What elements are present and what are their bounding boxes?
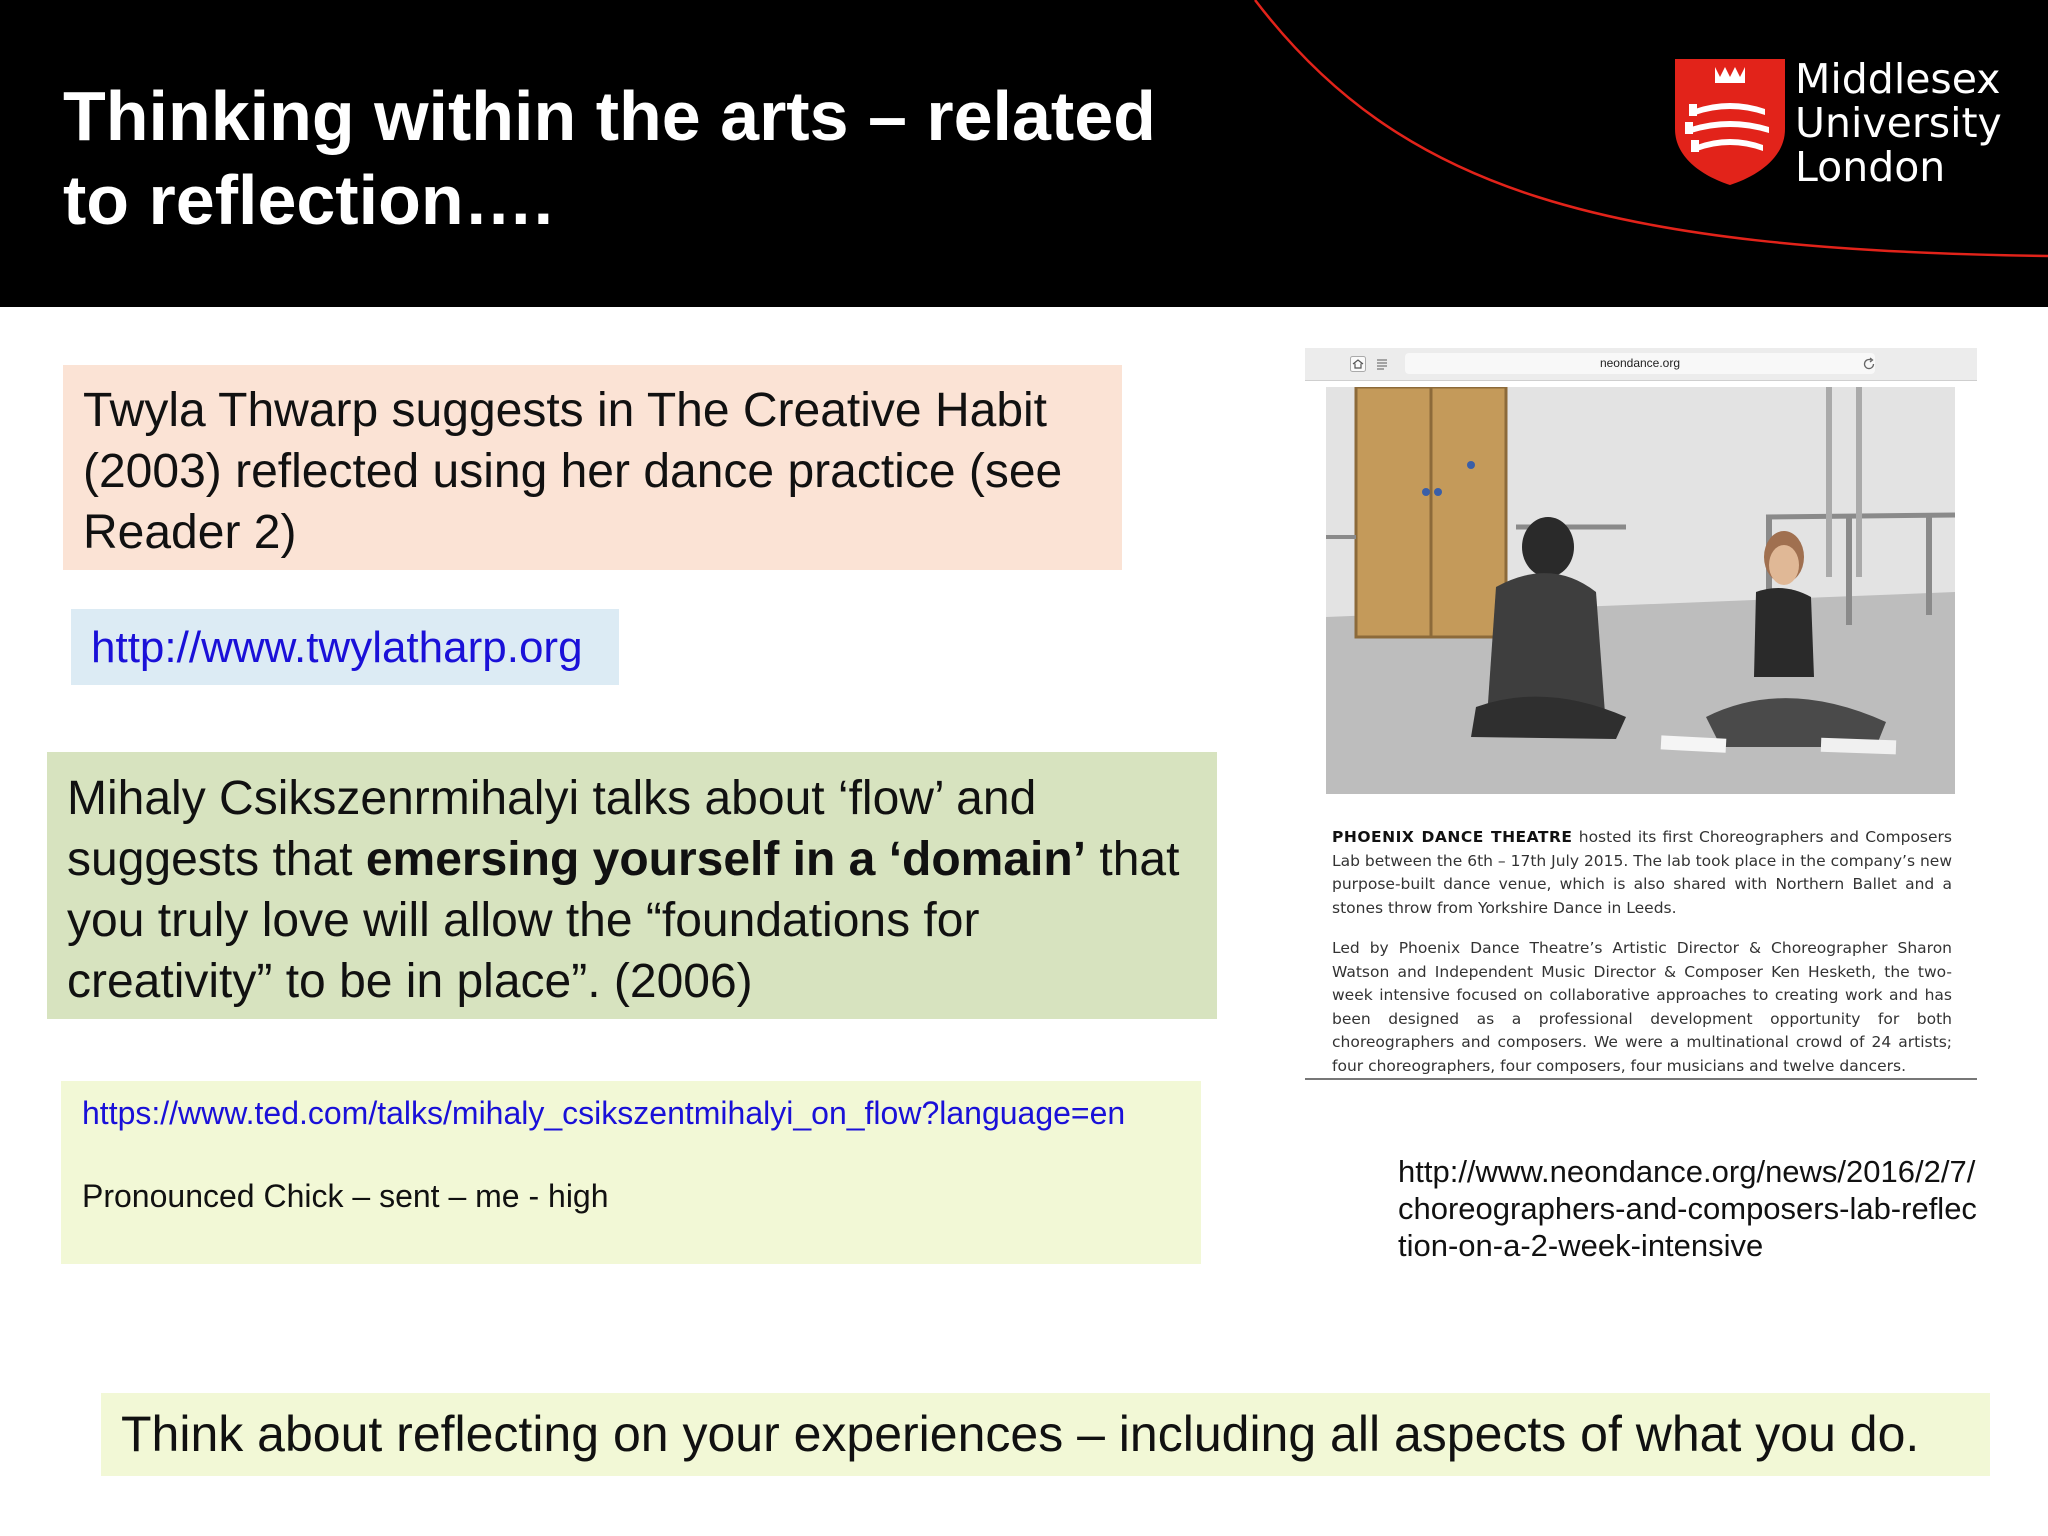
dance-rehearsal-photo: [1326, 387, 1955, 794]
article-paragraph: [1332, 826, 1952, 920]
slide-header: [0, 0, 2048, 307]
university-logo: [1675, 57, 2015, 192]
article-paragraph: Led by Phoenix Dance Theatre’s Artistic Director & Choreographer Sharon Watson and Independent Music Director & Composer Ken Hesketh, the two-week intensive focused on collaborative approaches to creating work and has been designed as a professional development opportunity for both choreographers and composers. We were a multinational crowd of 24 artists; four choreographers, four composers, four musicians and twelve dancers.: [1332, 939, 1952, 1075]
neondance-link[interactable]: http://www.neondance.org/news/2016/2/7/choreographers-and-composers-lab-reflection-on-a-2-week-intensive: [1398, 1154, 1977, 1263]
logo-line: University: [1795, 99, 2002, 147]
article-text: [1332, 826, 1952, 1095]
article-para1: hosted its first Choreographers and Composers Lab between the 6th – 17th July 2015. The lab took place in the company’s new purpose-built dance venue, which is also shared with Northern Ballet and a stones throw from Yorkshire Dance in Leeds.: [1332, 828, 1952, 917]
twylatharp-link[interactable]: http://www.twylatharp.org: [91, 623, 583, 672]
slide-title: Thinking within the arts – related to reflection….: [63, 77, 1156, 239]
flow-textbox: [47, 752, 1217, 1019]
logo-wordmark: [1795, 57, 2002, 189]
browser-url-field: neondance.org: [1405, 353, 1875, 374]
flow-text-part1: Mihaly Csikszenrmihalyi talks about ‘flow’ and suggests that: [67, 772, 1037, 886]
thwarp-textbox: [63, 365, 1122, 570]
logo-line: London: [1795, 143, 1946, 191]
pronunciation-note: Pronounced Chick – sent – me - high: [82, 1178, 609, 1214]
logo-line: Middlesex: [1795, 55, 2001, 103]
home-icon: [1350, 356, 1366, 372]
reader-menu-icon: [1375, 357, 1389, 371]
browser-bottom-rule: [1305, 1078, 1977, 1080]
browser-address-bar: [1305, 348, 1977, 381]
reload-icon: [1861, 356, 1877, 372]
ted-textbox: [61, 1081, 1201, 1264]
flow-text-part2: that you truly love will allow the “foundations for creativity” to be in place”. (2006): [67, 833, 1180, 1008]
browser-screenshot: [1305, 348, 1977, 1080]
thwarp-text: Twyla Thwarp suggests in The Creative Habit (2003) reflected using her dance practice (see Reader 2): [83, 384, 1063, 559]
footer-textbox: [101, 1393, 1990, 1476]
thwarp-link-box[interactable]: [71, 609, 619, 685]
flow-text-bold: emersing yourself in a ‘domain’: [365, 833, 1087, 886]
crest-icon: [1675, 59, 1785, 185]
footer-text: Think about reflecting on your experiences – including all aspects of what you do.: [121, 1406, 1920, 1462]
ted-talk-link[interactable]: https://www.ted.com/talks/mihaly_csikszentmihalyi_on_flow?language=en: [82, 1095, 1126, 1131]
article-heading: PHOENIX DANCE THEATRE: [1332, 828, 1573, 846]
